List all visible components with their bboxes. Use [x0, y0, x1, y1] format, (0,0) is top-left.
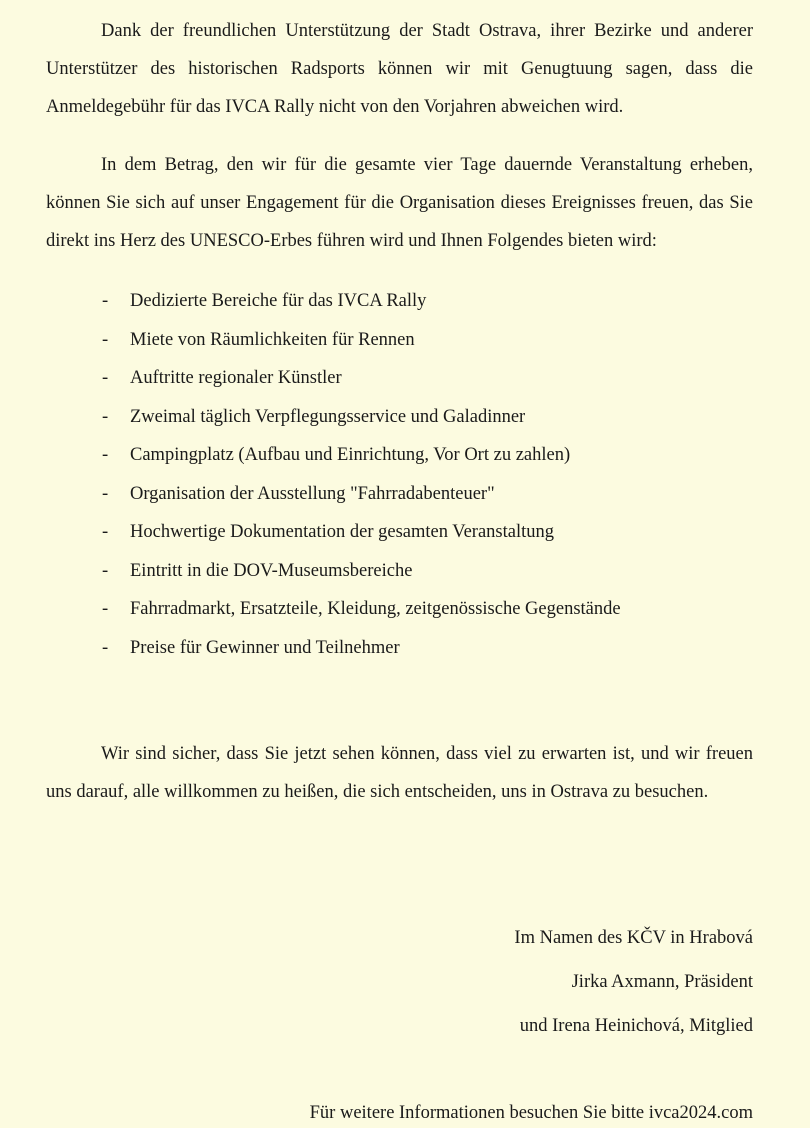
- list-item: [46, 282, 753, 320]
- intro-paragraph-2: In dem Betrag, den wir für die gesamte vier Tage dauernde Veranstaltung erheben, können Sie sich auf unser Engagement für die Organisation dieses Ereignisses freuen, das Sie direkt ins Herz des UNESCO-Erbes führen wird und Ihnen Folgendes bieten wird:: [46, 155, 753, 251]
- list-item-label: Auftritte regionaler Künstler: [130, 368, 342, 388]
- signature-line-1: Im Namen des KČV in Hrabová: [514, 927, 753, 948]
- list-item: [46, 475, 753, 513]
- signature-block: [46, 916, 753, 1048]
- list-item-label: Miete von Räumlichkeiten für Rennen: [130, 329, 415, 350]
- signature-line-3: und Irena Heinichová, Mitglied: [519, 1015, 753, 1036]
- list-item-label: Organisation der Ausstellung "Fahrradabenteuer": [130, 483, 495, 504]
- bullet-marker: -: [102, 637, 109, 658]
- list-item-label: Eintritt in die DOV-Museumsbereiche: [130, 560, 413, 581]
- list-item: [46, 359, 753, 397]
- closing-paragraph: Wir sind sicher, dass Sie jetzt sehen können, dass viel zu erwarten ist, und wir freuen uns darauf, alle willkommen zu heißen, die sich entscheiden, uns in Ostrava zu besuchen.: [46, 743, 753, 802]
- bullet-marker: -: [102, 368, 109, 388]
- bullet-marker: -: [102, 522, 109, 542]
- bullet-marker: -: [102, 406, 109, 427]
- list-item-label: Fahrradmarkt, Ersatzteile, Kleidung, zeitgenössische Gegenstände: [130, 599, 621, 619]
- benefits-list: [46, 282, 753, 667]
- list-item: [46, 552, 753, 590]
- list-item: [46, 513, 753, 551]
- intro-paragraph-1: Dank der freundlichen Unterstützung der Stadt Ostrava, ihrer Bezirke und anderer Unterstützer des historischen Radsports können wir mit Genugtuung sagen, dass die Anmeldegebühr für das IVCA Rally nicht von den Vorjahren abweichen wird.: [46, 21, 753, 117]
- list-item: [46, 436, 753, 474]
- footer-note: Für weitere Informationen besuchen Sie bitte ivca2024.com: [309, 1102, 753, 1123]
- bullet-marker: -: [102, 445, 109, 465]
- list-item: [46, 321, 753, 359]
- list-item-label: Campingplatz (Aufbau und Einrichtung, Vor Ort zu zahlen): [130, 445, 571, 465]
- bullet-marker: -: [102, 291, 109, 311]
- bullet-marker: -: [102, 599, 109, 619]
- list-item: [46, 629, 753, 667]
- bullet-marker: -: [102, 329, 109, 350]
- list-item: [46, 398, 753, 436]
- list-item-label: Preise für Gewinner und Teilnehmer: [130, 637, 400, 658]
- list-item-label: Zweimal täglich Verpflegungsservice und Galadinner: [130, 406, 526, 427]
- list-item-label: Hochwertige Dokumentation der gesamten Veranstaltung: [130, 522, 555, 542]
- bullet-marker: -: [102, 560, 109, 581]
- signature-line-2: Jirka Axmann, Präsident: [571, 971, 753, 992]
- list-item: [46, 590, 753, 628]
- list-item-label: Dedizierte Bereiche für das IVCA Rally: [130, 291, 427, 311]
- closing-block: [46, 735, 753, 811]
- bullet-marker: -: [102, 483, 109, 504]
